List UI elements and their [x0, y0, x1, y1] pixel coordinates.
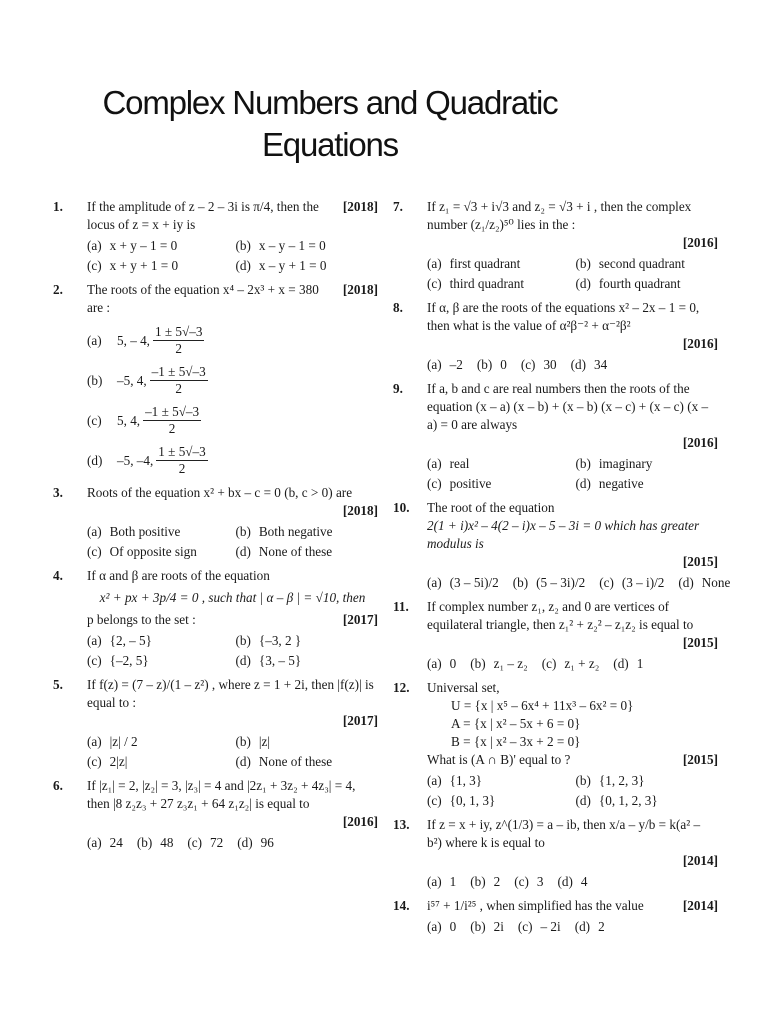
title-line-2: Equations: [262, 126, 398, 163]
question-number: 2.: [53, 282, 63, 297]
option-d[interactable]: (d) –5, –4, $\frac{1 \pm 5√-3}{2}$: [87, 444, 206, 476]
question-text: If α and β are roots of the equation: [87, 568, 270, 583]
option-c[interactable]: (c) 2|z|: [87, 754, 128, 769]
set-a: A = {x | x² – 5x + 6 = 0}: [451, 716, 581, 731]
option-a[interactable]: (a) first quadrant: [427, 256, 521, 271]
year-tag: [2016]: [682, 435, 718, 450]
question-7: [393, 198, 718, 293]
question-number: 3.: [53, 485, 63, 500]
option-c[interactable]: (c) (3 – i)/2: [599, 575, 665, 590]
question-text: If f(z) = (7 – z)/(1 – z²) , where z = 1 + 2i, then |f(z)| is equal to :: [87, 677, 374, 710]
question-9: [393, 380, 718, 493]
question-number: 1.: [53, 199, 63, 214]
question-10: [393, 499, 731, 592]
question-text-2: What is (A ∩ B)' equal to ?: [427, 752, 571, 767]
option-b[interactable]: (b) imaginary: [575, 456, 653, 471]
question-5: [53, 676, 378, 771]
option-b[interactable]: (b) 2: [470, 874, 501, 889]
options: [87, 733, 378, 771]
question-1: [53, 198, 378, 275]
option-d[interactable]: (d) 1: [613, 656, 644, 671]
option-a[interactable]: (a) 0: [427, 656, 457, 671]
year-tag: [2014]: [682, 898, 718, 913]
question-number: 14.: [393, 898, 410, 913]
option-b[interactable]: (b) x – y – 1 = 0: [235, 238, 326, 253]
option-d[interactable]: (d) None: [678, 575, 731, 590]
year-tag: [2015]: [682, 752, 718, 767]
option-c[interactable]: (c) z₁ + z₂: [541, 656, 600, 671]
year-tag: [2018]: [342, 199, 378, 214]
question-13: [393, 816, 718, 891]
question-number: 8.: [393, 300, 403, 315]
question-11: [393, 598, 718, 673]
option-b[interactable]: (b) 48: [136, 835, 174, 850]
options: [427, 455, 718, 493]
question-equation: 2(1 + i)x² – 4(2 – i)x – 5 – 3i = 0 which has greater modulus is: [427, 518, 700, 551]
set-b: B = {x | x² – 3x + 2 = 0}: [451, 734, 581, 749]
option-b[interactable]: (b) –5, 4, $\frac{-1 \pm 5√-3}{2}$: [87, 364, 206, 396]
option-a[interactable]: (a) {2, – 5}: [87, 633, 152, 648]
question-4: [53, 567, 378, 670]
option-b[interactable]: (b) {1, 2, 3}: [575, 773, 645, 788]
year-tag: [2018]: [342, 282, 378, 297]
right-column: [393, 198, 731, 942]
options: [427, 356, 718, 374]
options: [87, 632, 378, 670]
question-text: The root of the equation: [427, 500, 555, 515]
option-a[interactable]: (a) (3 – 5i)/2: [427, 575, 499, 590]
options: [87, 834, 378, 852]
option-b[interactable]: (b) {–3, 2 }: [235, 633, 302, 648]
year-tag: [2017]: [342, 713, 378, 728]
question-number: 10.: [393, 500, 410, 515]
question-2: [53, 281, 378, 477]
option-c[interactable]: (c) 30: [520, 357, 557, 372]
question-text-2: p belongs to the set :: [87, 612, 196, 627]
question-text: The roots of the equation x⁴ – 2x³ + x = 380 are :: [87, 282, 319, 315]
option-c[interactable]: (c) Of opposite sign: [87, 544, 197, 559]
option-d[interactable]: (d) {3, – 5}: [235, 653, 302, 668]
question-number: 5.: [53, 677, 63, 692]
options: [427, 655, 718, 673]
option-a[interactable]: (a) Both positive: [87, 524, 181, 539]
page-title: [0, 82, 660, 166]
option-b[interactable]: (b) z₁ – z₂: [470, 656, 528, 671]
option-d[interactable]: (d) {0, 1, 2, 3}: [575, 793, 658, 808]
option-a[interactable]: (a) real: [427, 456, 470, 471]
option-a[interactable]: (a) –2: [427, 357, 463, 372]
question-text: Universal set,: [427, 680, 500, 695]
year-tag: [2018]: [342, 503, 378, 518]
option-c[interactable]: (c) {0, 1, 3}: [427, 793, 496, 808]
question-text: If z = x + iy, z^(1/3) = a – ib, then x/a – y/b = k(a² – b²) where k is equal to: [427, 817, 701, 850]
option-c[interactable]: (c) positive: [427, 476, 492, 491]
option-d[interactable]: (d) None of these: [235, 544, 333, 559]
options: [427, 574, 731, 592]
question-number: 11.: [393, 599, 409, 614]
option-d[interactable]: (d) negative: [575, 476, 644, 491]
question-text: If |z₁| = 2, |z₂| = 3, |z₃| = 4 and |2z₁ + 3z₂ + 4z₃| = 4, then |8 z₂z₃ + 27 z₃z₁ + 64 z₁z₂| is equal to: [87, 778, 356, 811]
option-d[interactable]: (d) 2: [574, 919, 605, 934]
option-c[interactable]: (c) 3: [514, 874, 544, 889]
question-text: If complex number z₁, z₂ and 0 are vertices of equilateral triangle, then z₁² + z₂² – z₁z₂ is equal to: [427, 599, 694, 632]
question-text: Roots of the equation x² + bx – c = 0 (b, c > 0) are: [87, 485, 353, 500]
year-tag: [2016]: [682, 235, 718, 250]
option-b[interactable]: (b) |z|: [235, 734, 271, 749]
question-number: 9.: [393, 381, 403, 396]
option-d[interactable]: (d) x – y + 1 = 0: [235, 258, 327, 273]
year-tag: [2017]: [342, 612, 378, 627]
options: [427, 873, 718, 891]
year-tag: [2016]: [342, 814, 378, 829]
option-c[interactable]: (c) x + y + 1 = 0: [87, 258, 179, 273]
option-d[interactable]: (d) 96: [237, 835, 274, 850]
left-column: [53, 198, 378, 858]
question-number: 7.: [393, 199, 403, 214]
option-a[interactable]: (a) {1, 3}: [427, 773, 483, 788]
option-b[interactable]: (b) Both negative: [235, 524, 333, 539]
option-a[interactable]: (a) 24: [87, 835, 123, 850]
options: [427, 255, 718, 293]
question-text: If z₁ = √3 + i√3 and z₂ = √3 + i , then the complex number (z₁/z₂)⁵⁰ lies in the :: [427, 199, 692, 232]
question-equation: x² + px + 3p/4 = 0 , such that | α – β | = √10, then: [99, 590, 366, 605]
year-tag: [2014]: [682, 853, 718, 868]
option-a[interactable]: (a) x + y – 1 = 0: [87, 238, 178, 253]
question-number: 6.: [53, 778, 63, 793]
question-6: [53, 777, 378, 852]
option-b[interactable]: (b) (5 – 3i)/2: [512, 575, 586, 590]
question-number: 12.: [393, 680, 410, 695]
question-text: If α, β are the roots of the equations x² – 2x – 1 = 0, then what is the value of α²β⁻² + α⁻²β²: [427, 300, 700, 333]
option-d[interactable]: (d) None of these: [235, 754, 333, 769]
options: [87, 237, 378, 275]
question-text: If a, b and c are real numbers then the roots of the equation (x – a) (x – b) + (x – b) (x – c) + (x – c) (x –a) = 0 are always: [427, 381, 709, 432]
option-a[interactable]: (a) 1: [427, 874, 457, 889]
option-d[interactable]: (d) fourth quadrant: [575, 276, 681, 291]
option-d[interactable]: (d) 4: [557, 874, 588, 889]
option-c[interactable]: (c) {–2, 5}: [87, 653, 149, 668]
option-c[interactable]: (c) third quadrant: [427, 276, 524, 291]
option-a[interactable]: (a) 0: [427, 919, 457, 934]
option-b[interactable]: (b) second quadrant: [575, 256, 685, 271]
question-12: [393, 679, 718, 810]
title-line-1: Complex Numbers and Quadratic: [102, 84, 558, 121]
question-number: 13.: [393, 817, 410, 832]
question-text: If the amplitude of z – 2 – 3i is π/4, then the locus of z = x + iy is: [87, 199, 319, 232]
year-tag: [2015]: [682, 554, 718, 569]
options: [427, 918, 718, 936]
option-b[interactable]: (b) 2i: [470, 919, 504, 934]
question-text: i⁵⁷ + 1/i²⁵ , when simplified has the value: [427, 898, 644, 913]
year-tag: [2015]: [682, 635, 718, 650]
option-a[interactable]: (a) 5, – 4, $\frac{1 \pm 5√-3}{2}$: [87, 324, 203, 356]
question-8: [393, 299, 718, 374]
options: [87, 523, 378, 561]
options: [427, 772, 718, 810]
question-14: [393, 897, 718, 936]
question-number: 4.: [53, 568, 63, 583]
option-c[interactable]: (c) – 2i: [517, 919, 561, 934]
set-u: U = {x | x⁵ – 6x⁴ + 11x³ – 6x² = 0}: [451, 698, 634, 713]
option-a[interactable]: (a) |z| / 2: [87, 734, 138, 749]
year-tag: [2016]: [682, 336, 718, 351]
option-b[interactable]: (b) 0: [476, 357, 507, 372]
question-3: [53, 484, 378, 561]
option-c[interactable]: (c) 5, 4, $\frac{-1 \pm 5√-3}{2}$: [87, 404, 200, 436]
option-c[interactable]: (c) 72: [187, 835, 224, 850]
option-d[interactable]: (d) 34: [570, 357, 608, 372]
